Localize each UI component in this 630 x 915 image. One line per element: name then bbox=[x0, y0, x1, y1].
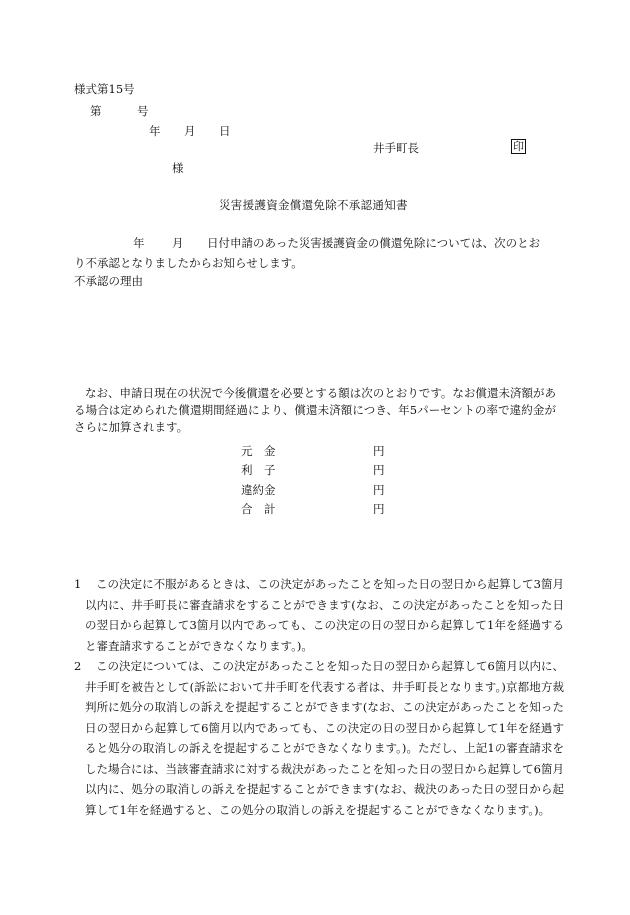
issuer-name: 井手町長 bbox=[373, 141, 419, 155]
amount-label: 違約金 bbox=[241, 483, 276, 497]
amount-unit: 円 bbox=[373, 444, 385, 458]
repayment-paragraph: なお、申請日現在の状況で今後償還を必要とする額は次のとおりです。なお償還未済額がある場合は定められた償還期間経過により、償還未済額につき、年5パーセントの率で違約金がさらに加算されます。 bbox=[74, 386, 556, 434]
intro-text-line1: 日付申請のあった災害援護資金の償還免除については、次のとお bbox=[207, 236, 541, 250]
note-item-2 bbox=[74, 656, 564, 820]
amount-row-penalty bbox=[241, 482, 401, 502]
addressee-honorific: 様 bbox=[172, 161, 184, 175]
date-month: 月 bbox=[184, 124, 196, 138]
amount-row-principal bbox=[241, 443, 401, 463]
date-day: 日 bbox=[219, 124, 231, 138]
amount-unit: 円 bbox=[373, 483, 385, 497]
note-item-1 bbox=[74, 574, 564, 656]
amount-label: 利 子 bbox=[241, 463, 276, 477]
amount-row-total bbox=[241, 501, 401, 521]
note-number: 1 bbox=[74, 577, 82, 591]
document-number-suffix: 号 bbox=[137, 104, 149, 118]
note-number: 2 bbox=[74, 659, 82, 673]
date-year: 年 bbox=[149, 124, 161, 138]
document-title: 災害援護資金償還免除不承認通知書 bbox=[219, 198, 408, 212]
amount-row-interest bbox=[241, 462, 401, 482]
amount-unit: 円 bbox=[373, 502, 385, 516]
note-text: この決定については、この決定があったことを知った日の翌日から起算して6箇月以内に、井手町を被告として(訴訟において井手町を代表する者は、井手町長となります。)京都地方裁判所に処分の取消しの訴えを提起することができます(なお、この決定があったことを知った日の翌日から起算して6箇月以内であっても、この決定の日の翌日から起算して1年を経過すると処分の取消しの訴えを提起することができなくなります。)。ただし、上記1の審査請求をした場合には、当該審査請求に対する裁決があったことを知った日の翌日から起算して6箇月以内に、処分の取消しの訴えを提起することができます(なお、裁決のあった日の翌日から起算して1年を経過すると、この処分の取消しの訴えを提起することができなくなります。)。 bbox=[85, 659, 564, 817]
form-number: 様式第15号 bbox=[74, 82, 135, 96]
amount-label: 元 金 bbox=[241, 444, 276, 458]
intro-year: 年 bbox=[133, 236, 145, 250]
intro-text-line2: り不承認となりましたからお知らせします。 bbox=[74, 256, 303, 270]
intro-month: 月 bbox=[172, 236, 184, 250]
amount-unit: 円 bbox=[373, 463, 385, 477]
document-number-prefix: 第 bbox=[90, 104, 102, 118]
note-text: この決定に不服があるときは、この決定があったことを知った日の翌日から起算して3箇月以内に、井手町長に審査請求をすることができます(なお、この決定があったことを知った日の翌日から起算して3箇月以内であっても、この決定の日の翌日から起算して1年を経過すると審査請求することができなくなります。)。 bbox=[85, 577, 564, 653]
amount-label: 合 計 bbox=[241, 502, 276, 516]
seal-mark: 印 bbox=[513, 140, 524, 153]
reason-label: 不承認の理由 bbox=[74, 274, 143, 288]
